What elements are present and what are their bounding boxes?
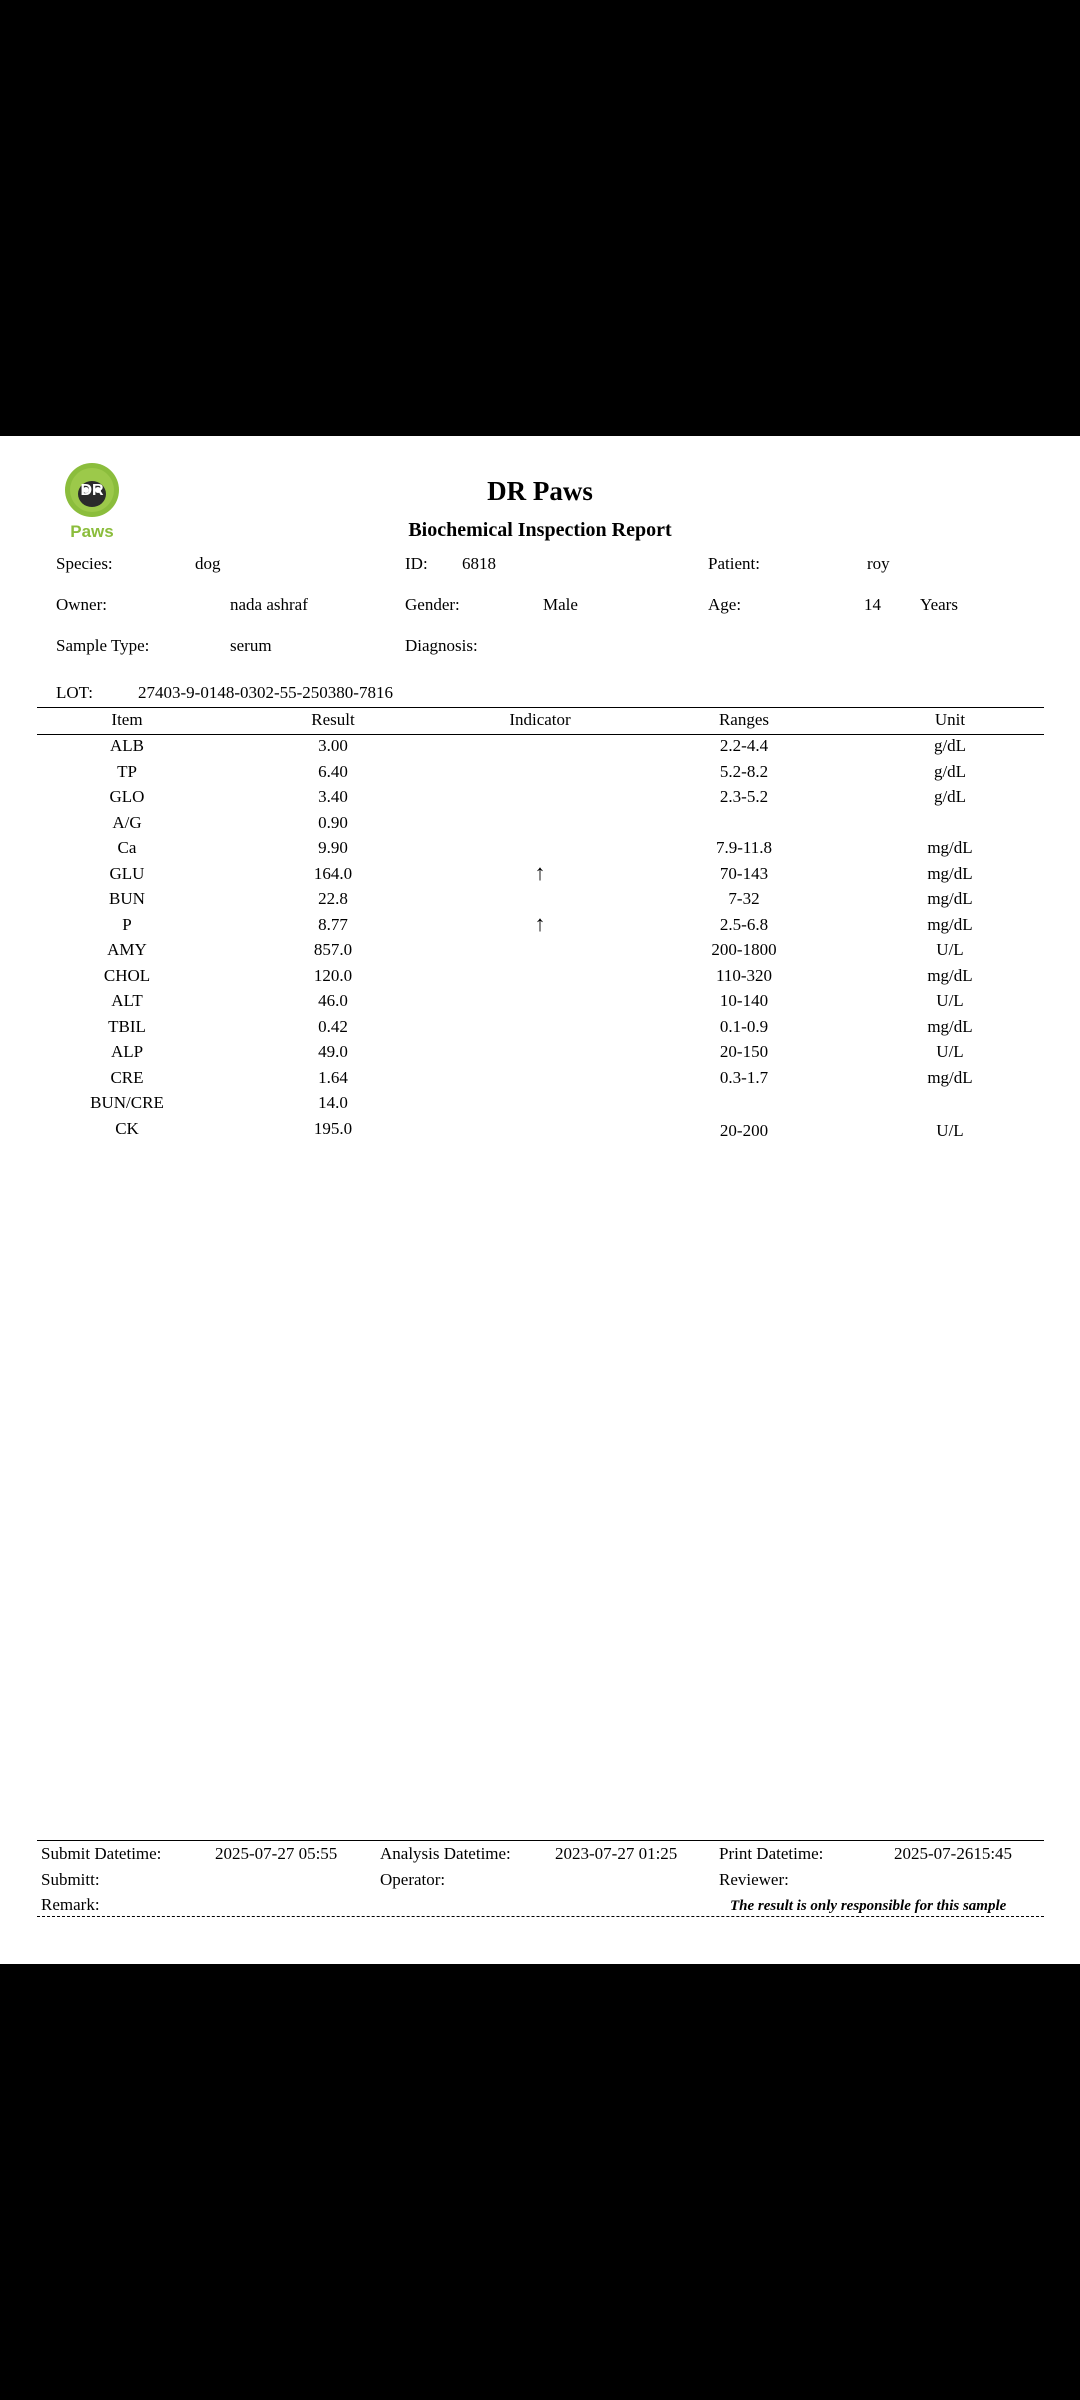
cell-item: TP (117, 761, 137, 781)
cell-item: AMY (107, 940, 147, 959)
cell-result: 164.0 (313, 863, 353, 883)
cell-item: CRE (110, 1067, 144, 1087)
cell-range: 5.2-8.2 (719, 761, 769, 781)
cell-unit: mg/dL (927, 1067, 973, 1087)
submitter-label: Submitt: (41, 1870, 100, 1889)
cell-result: 3.40 (318, 787, 348, 806)
table-row (0, 1093, 1080, 1118)
cell-result: 1.64 (318, 1067, 348, 1087)
cell-unit: mg/dL (927, 914, 973, 934)
gender-value: Male (543, 595, 578, 614)
cell-unit: U/L (936, 940, 964, 959)
header-indicator: Indicator (509, 710, 571, 729)
cell-result: 49.0 (318, 1042, 348, 1061)
cell-unit: U/L (936, 991, 964, 1010)
cell-item: BUN (109, 889, 145, 908)
cell-item: ALT (111, 991, 143, 1010)
cell-unit: U/L (936, 1042, 964, 1061)
disclaimer-note: The result is only responsible for this sample (730, 1898, 1007, 1914)
table-row (0, 859, 1080, 889)
age-value: 14 (864, 595, 881, 614)
cell-range: 0.1-0.9 (719, 1016, 769, 1036)
footer-dashed-rule (37, 1916, 1044, 1917)
age-unit: Years (920, 595, 958, 614)
cell-range: 10-140 (719, 991, 769, 1010)
cell-range: 2.2-4.4 (719, 736, 769, 755)
table-top-rule (37, 707, 1044, 708)
cell-result: 120.0 (313, 965, 353, 985)
cell-item: ALB (110, 736, 144, 755)
cell-item: ALP (110, 1042, 144, 1061)
report-page (0, 436, 1080, 1964)
table-row (0, 736, 1080, 761)
table-row (0, 1017, 1080, 1042)
operator-label: Operator: (380, 1870, 446, 1889)
cell-item: GLO (109, 787, 145, 806)
cell-range: 0.3-1.7 (719, 1067, 769, 1087)
table-row (0, 1042, 1080, 1067)
species-label: Species: (56, 554, 113, 573)
table-header-row (0, 710, 1080, 735)
header-item: Item (111, 710, 143, 729)
reviewer-label: Reviewer: (719, 1870, 789, 1889)
cell-range: 2.5-6.8 (719, 914, 769, 934)
cell-item: CK (115, 1118, 139, 1138)
cell-indicator: ↑ (534, 859, 546, 885)
table-row (0, 1119, 1080, 1144)
footer-rule (37, 1840, 1044, 1841)
cell-item: BUN/CRE (90, 1093, 164, 1112)
cell-unit: mg/dL (927, 965, 973, 985)
table-row (0, 910, 1080, 940)
cell-unit: g/dL (933, 736, 967, 755)
logo-text-bottom: Paws (70, 522, 114, 541)
cell-indicator: ↑ (534, 910, 546, 936)
cell-unit: U/L (936, 1120, 964, 1140)
id-value: 6818 (462, 554, 496, 573)
sample-type-label: Sample Type: (56, 636, 150, 655)
cell-unit: g/dL (933, 787, 967, 806)
cell-unit: mg/dL (927, 863, 973, 883)
table-row (0, 762, 1080, 787)
table-row (0, 940, 1080, 965)
patient-value: roy (867, 554, 890, 573)
cell-item: CHOL (103, 965, 151, 985)
header-ranges: Ranges (718, 710, 770, 729)
lot-value: 27403-9-0148-0302-55-250380-7816 (138, 683, 393, 702)
cell-result: 14.0 (318, 1093, 348, 1112)
table-header-rule (37, 734, 1044, 735)
submit-datetime-label: Submit Datetime: (41, 1844, 162, 1863)
patient-label: Patient: (708, 554, 760, 573)
cell-range: 20-200 (719, 1120, 769, 1140)
cell-range: 110-320 (715, 965, 773, 985)
cell-unit: mg/dL (927, 889, 973, 908)
lot-label: LOT: (56, 683, 93, 702)
print-datetime-value: 2025-07-2615:45 (894, 1844, 1013, 1863)
cell-unit: mg/dL (927, 1016, 973, 1036)
table-row (0, 966, 1080, 991)
analysis-datetime-value: 2023-07-27 01:25 (555, 1844, 678, 1863)
header-result: Result (311, 710, 355, 729)
print-datetime-label: Print Datetime: (719, 1844, 824, 1863)
cell-item: TBIL (108, 1016, 146, 1036)
table-row (0, 991, 1080, 1016)
cell-result: 22.8 (318, 889, 348, 908)
analysis-datetime-label: Analysis Datetime: (380, 1844, 511, 1863)
clinic-name: DR Paws (487, 476, 593, 506)
header-unit: Unit (934, 710, 966, 729)
cell-result: 8.77 (318, 914, 348, 934)
cell-range: 7-32 (728, 889, 760, 908)
cell-range: 20-150 (719, 1042, 769, 1061)
gender-label: Gender: (405, 595, 460, 614)
cell-range: 2.3-5.2 (719, 787, 769, 806)
logo-text-top: DR (80, 482, 104, 499)
cell-unit: mg/dL (927, 838, 973, 857)
species-value: dog (195, 554, 221, 573)
table-row (0, 813, 1080, 838)
diagnosis-label: Diagnosis: (405, 636, 478, 655)
table-row (0, 1068, 1080, 1093)
age-label: Age: (708, 595, 742, 614)
cell-result: 857.0 (313, 940, 353, 959)
cell-range: 70-143 (719, 863, 769, 883)
cell-result: 0.90 (318, 812, 348, 832)
id-label: ID: (405, 554, 428, 573)
cell-result: 195.0 (313, 1118, 353, 1138)
sample-type-value: serum (230, 636, 272, 655)
cell-result: 0.42 (318, 1016, 348, 1036)
cell-result: 46.0 (318, 991, 348, 1010)
cell-item: GLU (109, 863, 145, 883)
table-row (0, 787, 1080, 812)
cell-result: 6.40 (318, 761, 348, 781)
cell-result: 3.00 (318, 736, 348, 755)
cell-unit: g/dL (933, 761, 967, 781)
cell-item: Ca (117, 838, 137, 857)
submit-datetime-value: 2025-07-27 05:55 (215, 1844, 338, 1863)
cell-item: P (122, 914, 132, 934)
owner-value: nada ashraf (230, 595, 308, 614)
cell-range: 200-1800 (711, 940, 777, 959)
report-title: Biochemical Inspection Report (408, 519, 672, 541)
cell-item: A/G (112, 812, 142, 832)
remark-label: Remark: (41, 1895, 100, 1914)
cell-result: 9.90 (318, 838, 348, 857)
owner-label: Owner: (56, 595, 107, 614)
cell-range: 7.9-11.8 (715, 838, 773, 857)
